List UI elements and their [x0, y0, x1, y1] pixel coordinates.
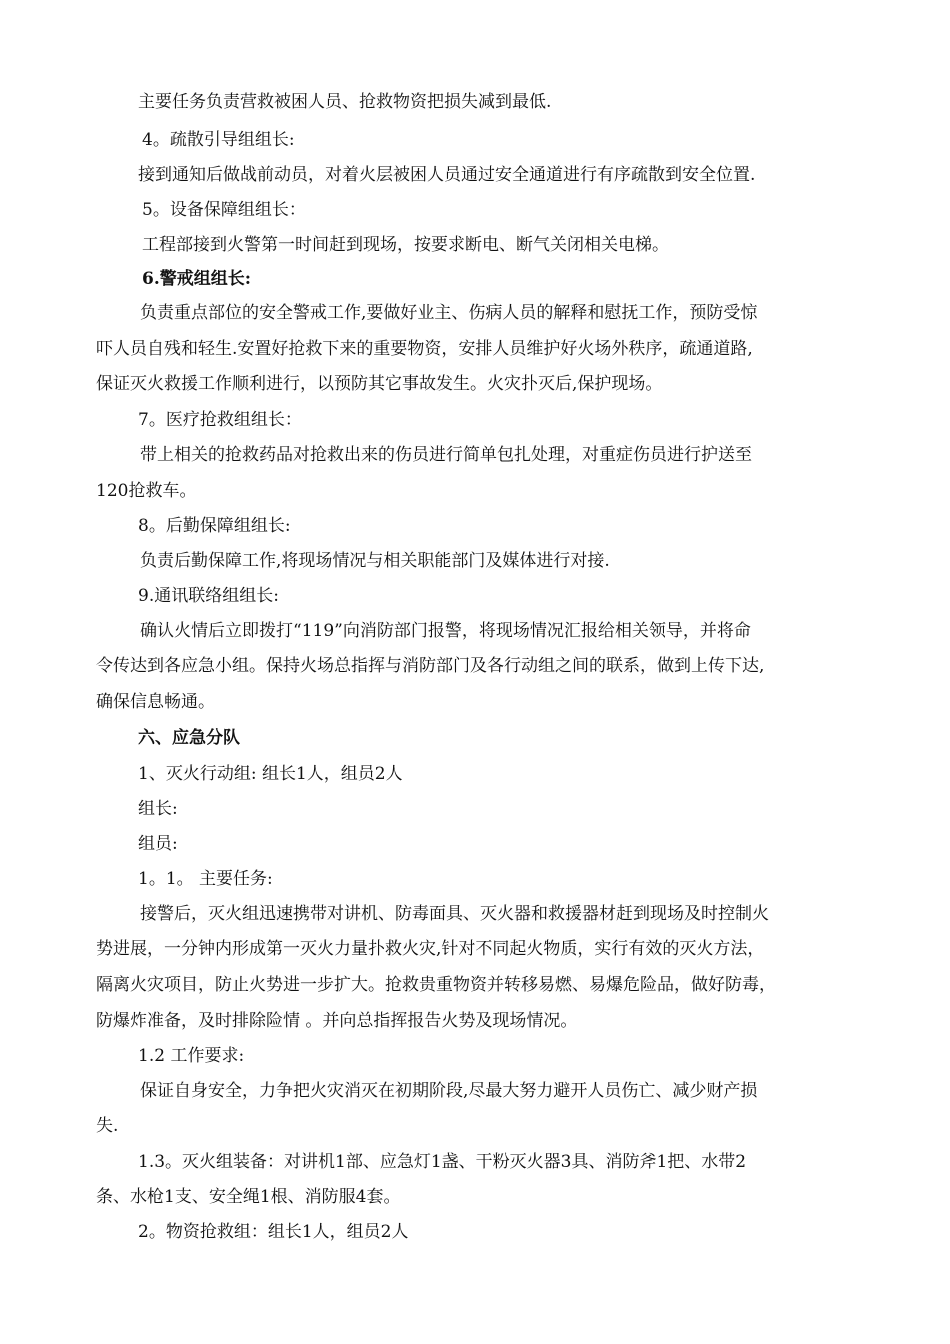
section-heading: 5。设备保障组组长：: [142, 200, 306, 220]
text-line: 接到通知后做战前动员，对着火层被困人员通过安全通道进行有序疏散到安全位置.: [138, 165, 756, 185]
text-line: 120抢救车。: [96, 481, 197, 501]
text-line: 隔离火灾项目，防止火势进一步扩大。抢救贵重物资并转移易燃、易爆危险品，做好防毒，: [96, 975, 776, 995]
text-line: 工程部接到火警第一时间赶到现场，按要求断电、断气关闭相关电梯。: [142, 235, 669, 255]
text-line: 2。物资抢救组：组长1人，组员2人: [138, 1222, 409, 1242]
section-heading: 8。后勤保障组组长:: [138, 516, 291, 536]
text-line: 负责重点部位的安全警戒工作,要做好业主、伤病人员的解释和慰抚工作，预防受惊: [140, 303, 758, 323]
section-heading: 6.警戒组组长:: [142, 269, 252, 289]
text-line: 负责后勤保障工作,将现场情况与相关职能部门及媒体进行对接.: [140, 551, 610, 571]
text-line: 保证自身安全，力争把火灾消灭在初期阶段,尽最大努力避开人员伤亡、减少财产损: [140, 1081, 758, 1101]
text-line: 接警后，灭火组迅速携带对讲机、防毒面具、灭火器和救援器材赶到现场及时控制火: [140, 904, 769, 924]
text-line: 失.: [96, 1116, 119, 1136]
section-heading: 1。1。 主要任务:: [138, 869, 273, 889]
text-line: 主要任务负责营救被困人员、抢救物资把损失减到最低.: [138, 92, 552, 112]
section-heading: 7。医疗抢救组组长：: [138, 410, 302, 430]
section-heading: 4。疏散引导组组长:: [142, 130, 295, 150]
text-line: 令传达到各应急小组。保持火场总指挥与消防部门及各行动组之间的联系，做到上传下达,: [96, 656, 765, 676]
text-line: 防爆炸准备，及时排除险情 。并向总指挥报告火势及现场情况。: [96, 1011, 578, 1031]
text-line: 带上相关的抢救药品对抢救出来的伤员进行简单包扎处理，对重症伤员进行护送至: [140, 445, 752, 465]
text-line: 1、灭火行动组: 组长1人，组员2人: [138, 764, 403, 784]
text-line: 势进展，一分钟内形成第一灭火力量扑救火灾,针对不同起火物质，实行有效的灭火方法，: [96, 939, 765, 959]
text-line: 吓人员自残和轻生.安置好抢救下来的重要物资，安排人员维护好火场外秩序，疏通道路,: [96, 339, 753, 359]
text-line: 组长:: [138, 799, 178, 819]
text-line: 1.3。灭火组装备：对讲机1部、应急灯1盏、干粉灭火器3具、消防斧1把、水带2: [138, 1152, 747, 1172]
section-heading: 1.2 工作要求:: [138, 1046, 245, 1066]
text-line: 条、水枪1支、安全绳1根、消防服4套。: [96, 1187, 401, 1207]
text-line: 确保信息畅通。: [96, 692, 215, 712]
text-line: 组员:: [138, 834, 178, 854]
text-line: 确认火情后立即拨打“119”向消防部门报警，将现场情况汇报给相关领导，并将命: [140, 621, 751, 641]
section-heading: 9.通讯联络组组长:: [138, 586, 279, 606]
section-title: 六、应急分队: [138, 728, 240, 748]
text-line: 保证灭火救援工作顺利进行，以预防其它事故发生。火灾扑灭后,保护现场。: [96, 374, 663, 394]
